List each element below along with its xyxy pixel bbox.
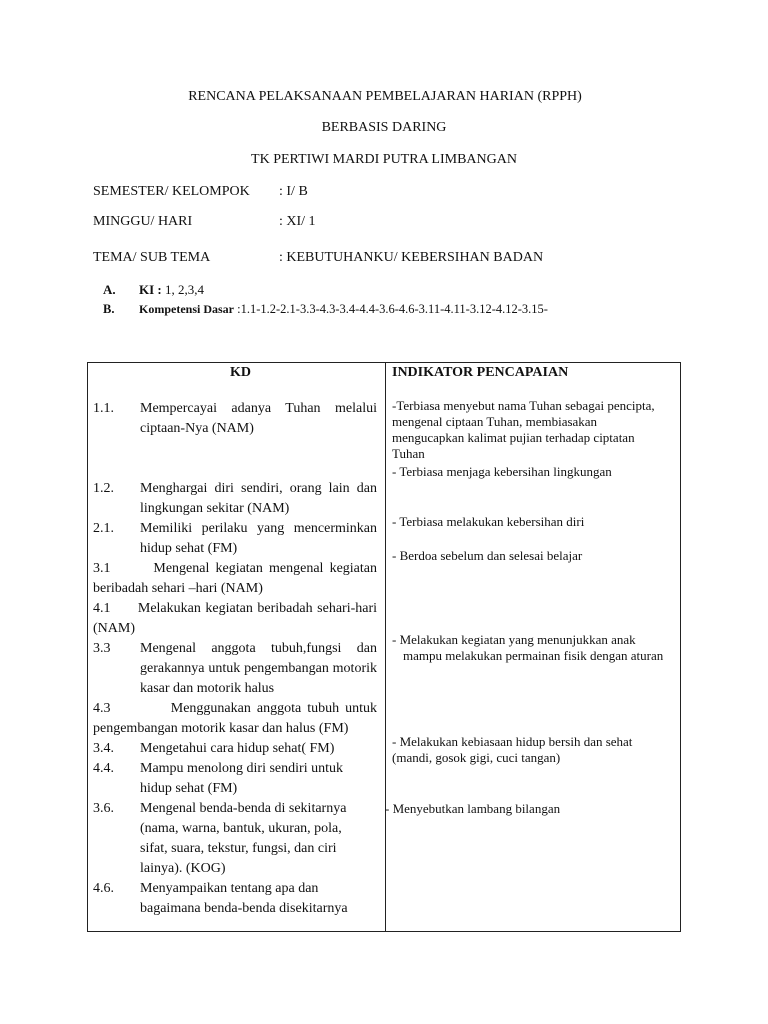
kd-number: 1.1. bbox=[93, 401, 114, 416]
kd-item bbox=[93, 799, 377, 879]
column-header-indikator: INDIKATOR PENCAPAIAN bbox=[392, 365, 569, 380]
column-divider bbox=[385, 363, 386, 931]
kd-item bbox=[93, 479, 377, 519]
kd-indikator-table bbox=[87, 362, 681, 932]
kd-number: 3.1 bbox=[93, 561, 111, 576]
kd-number: 4.3 bbox=[93, 701, 111, 716]
kd-text-flow bbox=[93, 559, 377, 599]
section-letter: A. bbox=[103, 282, 116, 297]
kd-number: 2.1. bbox=[93, 521, 114, 536]
indikator-item: - Menyebutkan lambang bilangan bbox=[385, 801, 561, 816]
kd-item bbox=[93, 699, 377, 739]
kd-number: 3.6. bbox=[93, 801, 114, 816]
indikator-item: - Berdoa sebelum dan selesai belajar bbox=[392, 548, 583, 563]
document-subtitle: BERBASIS DARING bbox=[321, 120, 447, 135]
kd-item bbox=[93, 399, 377, 439]
kd-text-flow bbox=[93, 699, 377, 739]
kd-text: Mampu menolong diri sendiri untuk hidup sehat (FM) bbox=[140, 761, 343, 796]
kd-text: Mengenal kegiatan mengenal kegiatan beribadah sehari –hari (NAM) bbox=[93, 561, 377, 596]
kd-text: Mempercayai adanya Tuhan melalui ciptaan-Nya (NAM) bbox=[140, 401, 377, 436]
kd-text: Menghargai diri sendiri, orang lain dan lingkungan sekitar (NAM) bbox=[140, 481, 377, 516]
kd-number: 1.2. bbox=[93, 481, 114, 496]
kd-item bbox=[93, 519, 377, 559]
meta-value: : KEBUTUHANKU/ KEBERSIHAN BADAN bbox=[279, 250, 544, 265]
kd-text: Mengenal anggota tubuh,fungsi dan gerakannya untuk pengembangan motorik kasar dan motorik halus bbox=[140, 641, 377, 696]
kd-number: 4.1 bbox=[93, 601, 111, 616]
kd-item bbox=[93, 759, 377, 799]
meta-label: TEMA/ SUB TEMA bbox=[93, 250, 211, 265]
kd-text: Mengenal benda-benda di sekitarnya (nama, warna, bantuk, ukuran, pola, sifat, suara, tekstur, fungsi, dan ciri lainya). (KOG) bbox=[140, 801, 347, 876]
kd-item bbox=[93, 599, 377, 639]
meta-label: SEMESTER/ KELOMPOK bbox=[93, 184, 250, 199]
kd-number: 3.3 bbox=[93, 641, 111, 656]
kd-text: Memiliki perilaku yang mencerminkan hidup sehat (FM) bbox=[140, 521, 377, 556]
section-value: 1, 2,3,4 bbox=[161, 282, 204, 297]
document-title: RENCANA PELAKSANAAN PEMBELAJARAN HARIAN (RPPH) bbox=[188, 89, 582, 104]
meta-value: : I/ B bbox=[279, 184, 308, 199]
school-name: TK PERTIWI MARDI PUTRA LIMBANGAN bbox=[251, 152, 517, 167]
section-letter: B. bbox=[103, 302, 115, 316]
kd-item bbox=[93, 639, 377, 699]
kd-text: Mengetahui cara hidup sehat( FM) bbox=[140, 741, 335, 756]
kd-text-flow bbox=[93, 599, 377, 639]
section-label: KI : bbox=[139, 282, 162, 297]
section-text bbox=[139, 282, 204, 298]
kd-item bbox=[93, 739, 377, 759]
kd-number: 3.4. bbox=[93, 741, 114, 756]
indikator-item: - Terbiasa menjaga kebersihan lingkungan bbox=[392, 464, 612, 479]
section-value: :1.1-1.2-2.1-3.3-4.3-3.4-4.4-3.6-4.6-3.11-4.11-3.12-4.12-3.15- bbox=[234, 302, 548, 316]
meta-label: MINGGU/ HARI bbox=[93, 214, 193, 229]
kd-number: 4.4. bbox=[93, 761, 114, 776]
kd-text: Menyampaikan tentang apa dan bagaimana benda-benda disekitarnya bbox=[140, 881, 348, 916]
meta-value: : XI/ 1 bbox=[279, 214, 316, 229]
indikator-item: - Terbiasa melakukan kebersihan diri bbox=[392, 514, 585, 529]
indikator-item: -Terbiasa menyebut nama Tuhan sebagai pencipta, mengenal ciptaan Tuhan, membiasakan mengucapkan kalimat pujian terhadap ciptatan Tuhan bbox=[392, 398, 655, 461]
kd-item bbox=[93, 879, 377, 919]
kd-item bbox=[93, 559, 377, 599]
kd-text: Melakukan kegiatan beribadah sehari-hari (NAM) bbox=[93, 601, 378, 636]
indikator-item: - Melakukan kegiatan yang menunjukkan anak mampu melakukan permainan fisik dengan aturan bbox=[392, 632, 664, 663]
indikator-item: - Melakukan kebiasaan hidup bersih dan sehat (mandi, gosok gigi, cuci tangan) bbox=[392, 734, 633, 765]
section-label: Kompetensi Dasar bbox=[139, 302, 234, 316]
kd-text: Menggunakan anggota tubuh untuk pengembangan motorik kasar dan halus (FM) bbox=[93, 701, 378, 736]
column-header-kd: KD bbox=[230, 365, 251, 380]
kd-number: 4.6. bbox=[93, 881, 114, 896]
section-text bbox=[139, 302, 548, 317]
